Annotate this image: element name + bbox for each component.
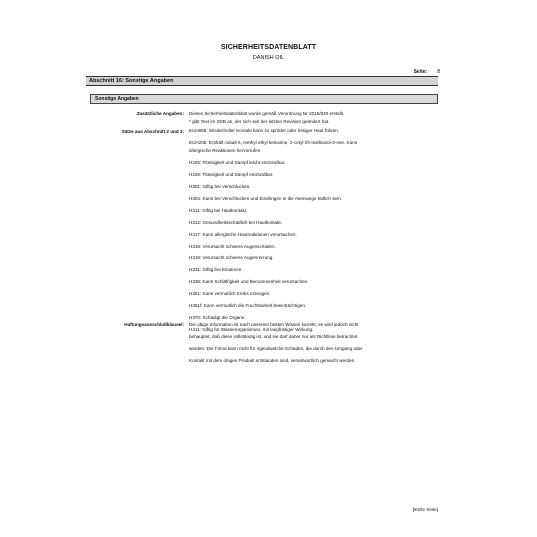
text-line: EUH066: Wiederholter Kontakt kann zu spröder oder rissiger Haut führen.	[189, 127, 340, 133]
document-title: SICHERHEITSDATENBLATT	[220, 44, 317, 51]
section-title: Abschnitt 16: Sonstige Angaben	[89, 78, 174, 85]
subsection-title: Sonstige Angaben	[95, 96, 139, 103]
text-line: H318: Verursacht schwere Augenschäden.	[189, 243, 276, 249]
text-line: H370: Schädigt die Organe.	[189, 315, 246, 321]
label-hazard-sentences: Sätze aus Abschnitt 2 und 3:	[121, 129, 184, 134]
label-additional-info: Zusätzliche Angaben:	[136, 111, 184, 116]
text-line: behauptet, daß diese vollständig ist, und sie darf daher nur als Richtlinie betrachtet	[189, 334, 358, 339]
text-line: H319: Verursacht schwere Augenreizung.	[189, 255, 274, 261]
text-line: H304: Kann bei Verschlucken und Eindringen in die Atemwege tödlich sein.	[189, 195, 342, 201]
text-line: H301: Giftig bei Verschlucken.	[189, 183, 251, 189]
text-line: H225: Flüssigkeit und Dampf leicht entzündbar.	[189, 159, 286, 165]
text-line: H351: Kann vermutlich Krebs erzeugen.	[189, 291, 271, 297]
text-line: Die obige Information ist nach unserem besten Wissen korrekt; es wird jedoch nicht	[189, 322, 359, 327]
section-header	[86, 76, 438, 86]
text-line: werden. Die Firma kann nicht für irgendwelche Schäden, die durch den Umgang oder	[189, 346, 363, 351]
page-indicator	[414, 69, 440, 75]
label-disclaimer: Haftungsausschlußklausel:	[124, 322, 184, 327]
page-number: 8	[437, 69, 440, 75]
text-line: H311: Giftig bei Hautkontakt.	[189, 207, 248, 213]
text-line: H331: Giftig bei Einatmen.	[189, 267, 243, 273]
text-line: * gibt Text im SDB an, der sich seit der letzten Revision geändert hat.	[189, 119, 330, 125]
text-line: H226: Flüssigkeit und Dampf entzündbar.	[189, 171, 274, 177]
text-line: H336: Kann Schläfrigkeit und Benommenheit verursachen.	[189, 279, 309, 285]
last-page-marker: [letzte Seite]	[412, 507, 438, 512]
page-label: Seite:	[413, 69, 428, 75]
subsection-header	[90, 94, 438, 104]
text-line: allergische Reaktionen hervorrufen.	[189, 147, 262, 153]
product-name: DANISH OIL	[252, 55, 285, 61]
text-line: H361f: Kann vermutlich die Fruchtbarkeit beeinträchtigen.	[189, 303, 307, 309]
text-line: H312: Gesundheitsschädlich bei Hautkontakt.	[189, 219, 282, 225]
text-line: EUH208: Enthält cobalt 6, methyl ethyl ketoxime, 2-octyl-2h-isothiazol-3-one. Kann	[189, 139, 358, 145]
text-line: H317: Kann allergische Hautreaktionen verursachen.	[189, 231, 297, 237]
text-line: Kontakt mit dem obigen Produkt entstanden sind, verantwortlich gemacht werden.	[189, 358, 356, 363]
text-line: Dieses Sicherheitsdatenblatt wurde gemäß Verordnung Nr 2015/830 erstellt.	[189, 111, 345, 116]
text-line: H411: Giftig für Wasserorganismen, mit langfristiger Wirkung.	[189, 327, 314, 333]
